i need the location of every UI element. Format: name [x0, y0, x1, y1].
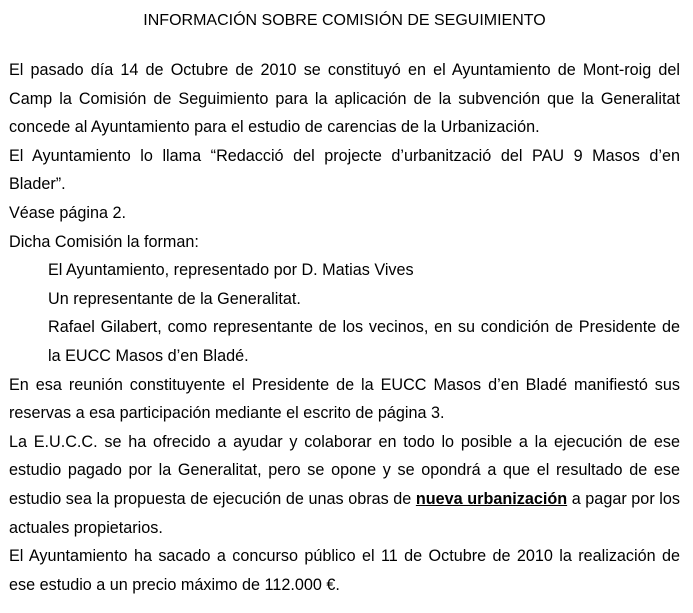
paragraph-reservations: En esa reunión constituyente el Presidente de la EUCC Masos d’en Bladé manifiestó sus reservas a esa participación mediante el escrito de página 3.: [9, 375, 680, 423]
document-page: [9, 10, 680, 599]
paragraph-see-page-2: Véase página 2.: [9, 203, 127, 222]
paragraph-eucc-text-start: La E.U.C.C. se ha ofrecido a ayudar y colaborar en todo lo posible a la ejecución de ese estudio pagado por la Generalitat, pero se opone y se opondrá a que el resultado de ese estudio sea la propuesta de ejecución de unas obras de: [9, 432, 680, 508]
paragraph-project-name: El Ayuntamiento lo llama “Redacció del projecte d’urbanització del PAU 9 Masos d’en Blader”.: [9, 146, 680, 194]
paragraph-members-intro: Dicha Comisión la forman:: [9, 232, 199, 251]
member-item-vecinos: Rafael Gilabert, como representante de los vecinos, en su condición de Presidente de la EUCC Masos d’en Bladé.: [48, 318, 680, 365]
emphasis-nueva-urbanizacion: nueva urbanización: [415, 489, 568, 508]
paragraph-constitution: El pasado día 14 de Octubre de 2010 se constituyó en el Ayuntamiento de Mont-roig del Camp la Comisión de Seguimiento para la aplicación de la subvención que la Generalitat concede al Ayuntamiento para el estudio de carencias de la Urbanización.: [9, 61, 680, 137]
paragraph-eucc-position: [9, 428, 680, 542]
paragraph-eucc-text-end: a pagar por los actuales propietarios.: [9, 489, 680, 537]
member-item-ayuntamiento: El Ayuntamiento, representado por D. Matias Vives: [48, 261, 414, 280]
member-item-generalitat: Un representante de la Generalitat.: [48, 289, 301, 308]
paragraph-tender: El Ayuntamiento ha sacado a concurso público el 11 de Octubre de 2010 la realización de ese estudio a un precio máximo de 112.000 €.: [9, 547, 680, 594]
document-title: INFORMACIÓN SOBRE COMISIÓN DE SEGUIMIENTO: [143, 12, 546, 29]
